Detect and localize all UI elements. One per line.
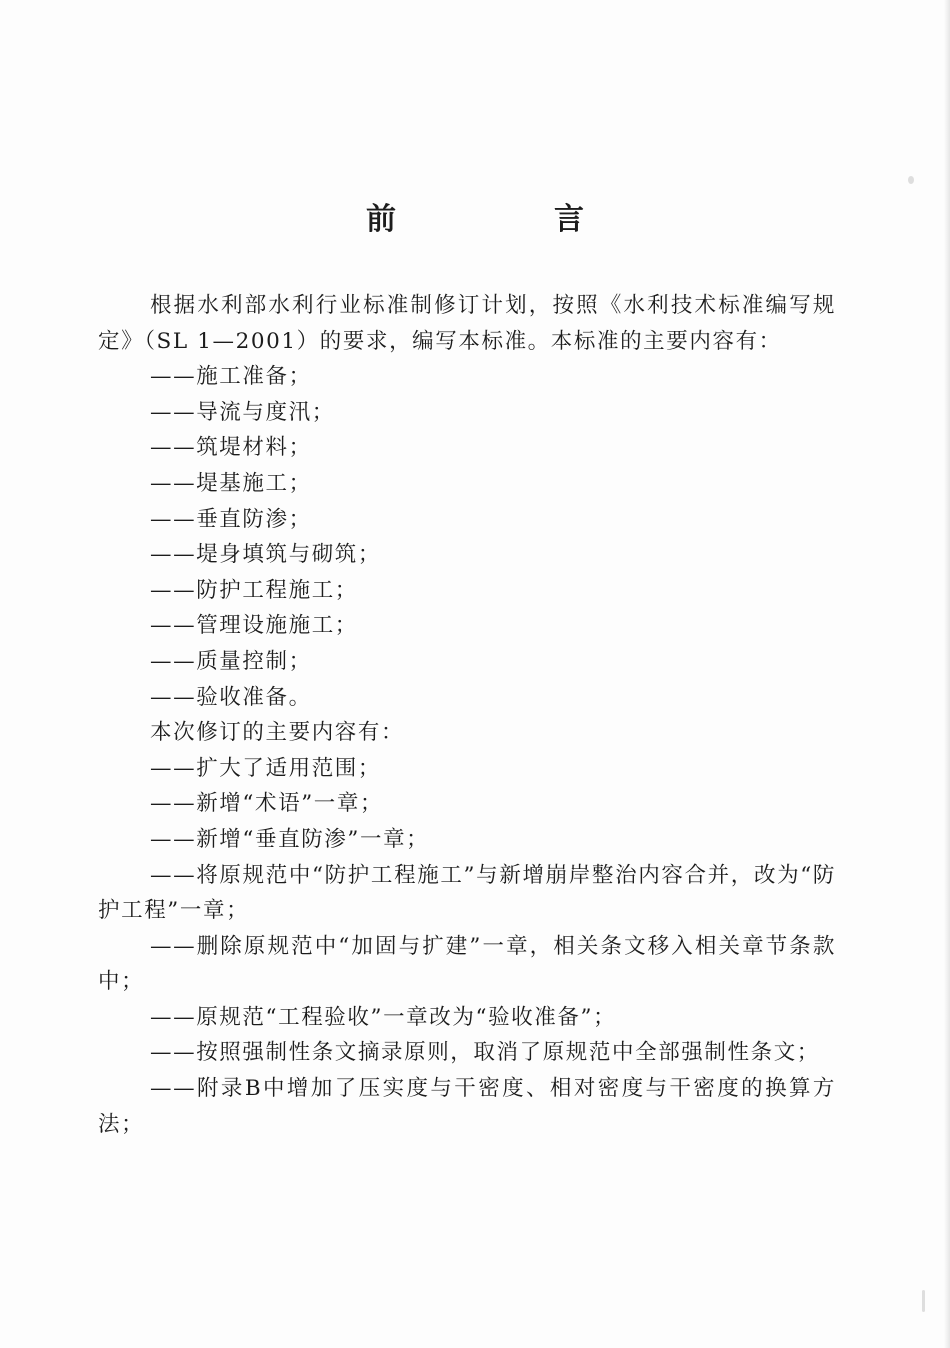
content-item: ——质量控制； [150,648,312,674]
revision-item: ——将原规范中“防护工程施工”与新增崩岸整治内容合并，改为“防护工程”一章； [98,862,836,924]
revision-item: ——删除原规范中“加固与扩建”一章，相关条文移入相关章节条款中； [98,933,836,995]
revision-intro: 本次修订的主要内容有： [150,720,405,746]
content-item: ——导流与度汛； [150,399,335,425]
content-item: ——筑堤材料； [150,435,312,461]
scan-speck [922,1290,925,1312]
revision-item: ——原规范“工程验收”一章改为“验收准备”； [150,1004,617,1030]
content-item: ——堤身填筑与砌筑； [150,542,382,568]
revision-item: ——附录B中增加了压实度与干密度、相对密度与干密度的换算方法； [98,1076,836,1137]
page-title: 前 言 [366,202,648,237]
scan-speck [908,176,914,184]
content-item: ——堤基施工； [150,470,312,496]
preface-body [98,288,836,1142]
revision-item: ——新增“术语”一章； [150,791,384,817]
content-item: ——验收准备。 [150,684,312,710]
revision-item: ——按照强制性条文摘录原则，取消了原规范中全部强制性条文； [150,1040,820,1066]
content-item: ——垂直防渗； [150,506,312,532]
content-item: ——管理设施施工； [150,613,358,639]
content-item: ——防护工程施工； [150,577,358,603]
revision-item: ——新增“垂直防渗”一章； [150,826,430,852]
intro-paragraph: 根据水利部水利行业标准制修订计划，按照《水利技术标准编写规定》（SL 1—2001）的要求，编写本标准。本标准的主要内容有： [98,293,836,354]
content-item: ——施工准备； [150,364,312,390]
revision-item: ——扩大了适用范围； [150,755,382,781]
